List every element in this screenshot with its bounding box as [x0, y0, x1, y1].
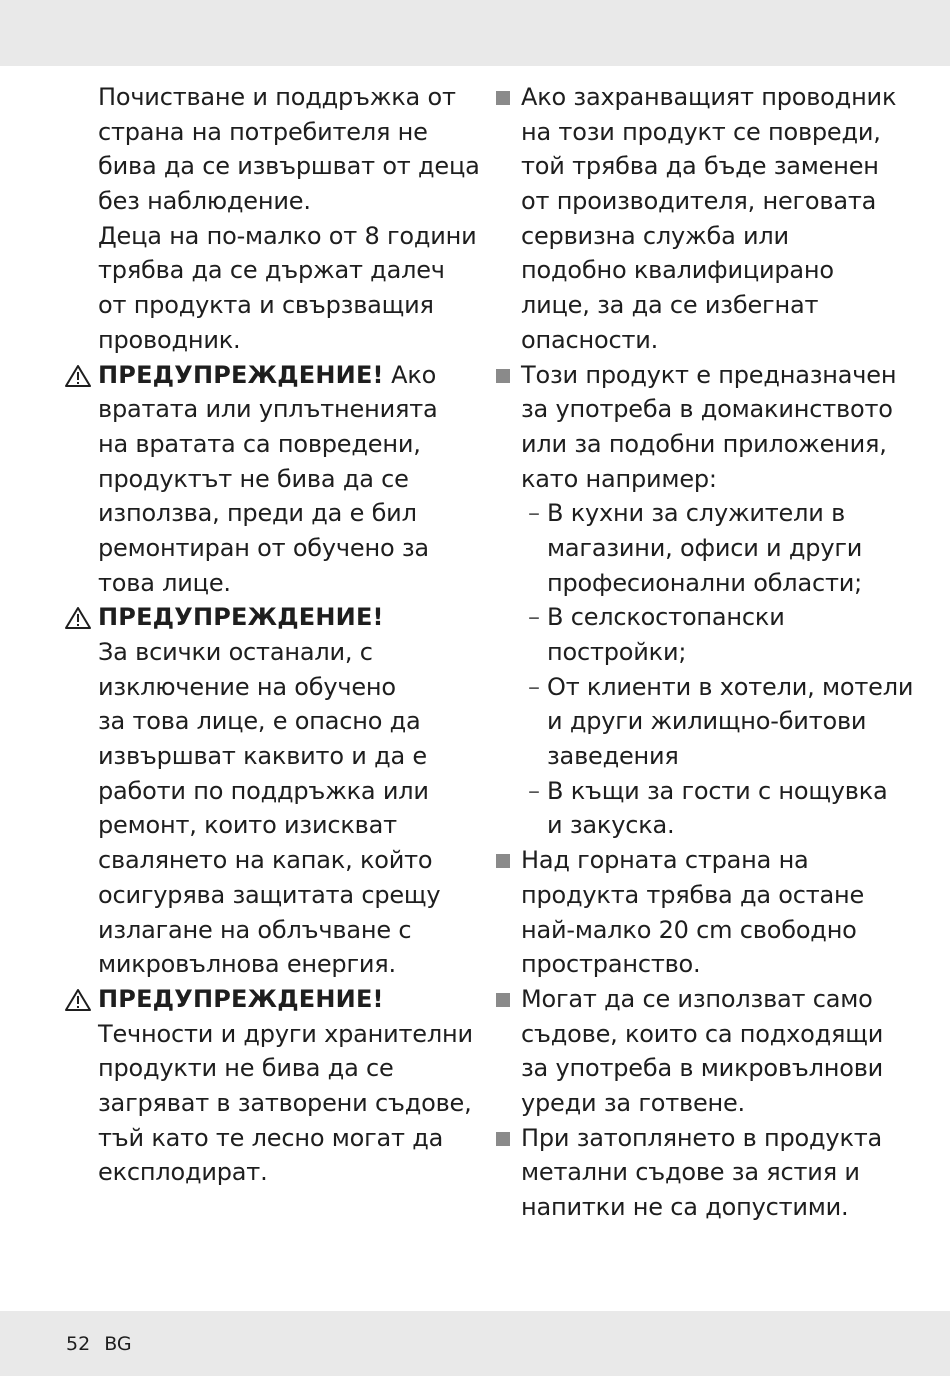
text-line: от производителя, неговата	[521, 187, 877, 216]
square-bullet-icon	[496, 854, 510, 868]
text-line: Над горната страна на	[521, 846, 809, 875]
left-column	[98, 80, 478, 1190]
text-line: сервизна служба или	[521, 221, 789, 250]
text-line: използва, преди да е бил	[98, 499, 417, 528]
text-line: подобно квалифицирано	[521, 256, 834, 285]
square-bullet-icon	[496, 1132, 510, 1146]
square-bullet-icon	[496, 91, 510, 105]
warning-title: ПРЕДУПРЕЖДЕНИЕ!	[98, 984, 384, 1013]
text-line: напитки не са допустими.	[521, 1193, 849, 1221]
warning-heading	[98, 600, 478, 635]
bullet-item	[494, 80, 924, 358]
text-line: на този продукт се повреди,	[521, 117, 881, 146]
page-footer	[66, 1334, 146, 1354]
warning-block	[98, 600, 478, 982]
text-line: Течности и други хранителни	[98, 1019, 473, 1048]
text-line: ремонт, които изискват	[98, 811, 397, 840]
dash-bullet-icon: –	[528, 672, 540, 701]
dash-bullet-icon: –	[528, 776, 540, 805]
dash-bullet-icon: –	[528, 603, 540, 632]
text-line: и закуска.	[547, 811, 675, 840]
square-bullet-icon	[496, 369, 510, 383]
warning-text: Ако	[383, 360, 437, 389]
warning-title: ПРЕДУПРЕЖДЕНИЕ!	[98, 360, 384, 389]
text-line: на вратата са повредени,	[98, 429, 421, 458]
bullet-item	[494, 358, 924, 497]
text-line: продукта трябва да остане	[521, 880, 865, 909]
text-line: Почистване и поддръжка от	[98, 83, 456, 111]
text-line: продуктът не бива да се	[98, 464, 409, 493]
warning-triangle-icon	[64, 606, 92, 630]
text-line: продукти не бива да се	[98, 1054, 394, 1083]
text-line: уреди за готвене.	[521, 1088, 745, 1117]
text-line: проводник.	[98, 325, 241, 354]
text-line: свалянето на капак, който	[98, 846, 433, 875]
text-line: и други жилищно-битови	[547, 707, 867, 736]
text-line: работи по поддръжка или	[98, 776, 429, 805]
text-line: Този продукт е предназначен	[521, 360, 897, 389]
text-line: ремонтиран от обучено за	[98, 533, 429, 562]
text-line: страна на потребителя не	[98, 117, 428, 146]
text-line: съдове, които са подходящи	[521, 1019, 884, 1048]
text-line: микровълнова енергия.	[98, 950, 396, 979]
text-line: вратата или уплътненията	[98, 395, 438, 424]
text-line: за употреба в домакинството	[521, 395, 893, 424]
language-code: BG	[104, 1333, 132, 1355]
text-line: това лице.	[98, 568, 231, 597]
text-line: тъй като те лесно могат да	[98, 1123, 444, 1152]
text-line: извършват каквито и да е	[98, 742, 427, 771]
page-number: 52	[66, 1333, 91, 1355]
text-line: за това лице, е опасно да	[98, 707, 421, 736]
text-line: трябва да се държат далеч	[98, 256, 445, 285]
text-line: без наблюдение.	[98, 187, 311, 216]
text-line: В кухни за служители в	[547, 499, 846, 528]
text-line: постройки;	[547, 638, 687, 666]
text-line: бива да се извършват от деца	[98, 152, 480, 181]
text-line: заведения	[547, 742, 679, 771]
warning-block	[98, 982, 478, 1190]
warning-triangle-icon	[64, 988, 92, 1012]
text-line: Ако захранващият проводник	[521, 83, 897, 111]
text-line: За всички останали, с	[98, 638, 373, 666]
warning-triangle-icon	[64, 364, 92, 388]
text-line: от продукта и свързващия	[98, 291, 434, 320]
text-line: осигурява защитата срещу	[98, 880, 441, 909]
top-bar	[0, 0, 950, 66]
text-line: експлодират.	[98, 1158, 268, 1187]
warning-heading	[98, 358, 478, 393]
text-line: излагане на облъчване с	[98, 915, 412, 944]
warning-title: ПРЕДУПРЕЖДЕНИЕ!	[98, 603, 384, 632]
text-line: той трябва да бъде заменен	[521, 152, 879, 181]
text-line: или за подобни приложения,	[521, 429, 887, 458]
text-line: От клиенти в хотели, мотели	[547, 672, 914, 701]
text-line: Могат да се използват само	[521, 984, 873, 1013]
dash-bullet-icon: –	[528, 499, 540, 528]
text-line: професионални области;	[547, 568, 863, 597]
sub-list-item	[494, 670, 924, 774]
text-line: изключение на обучено	[98, 672, 396, 701]
text-line: загряват в затворени съдове,	[98, 1088, 472, 1117]
text-line: магазини, офиси и други	[547, 533, 863, 562]
text-line: В селскостопански	[547, 603, 785, 632]
text-line: лице, за да се избегнат	[521, 291, 819, 320]
warning-block	[98, 358, 478, 601]
text-line: метални съдове за ястия и	[521, 1158, 860, 1187]
text-line: като например:	[521, 464, 717, 493]
text-line: най-малко 20 cm свободно	[521, 915, 857, 944]
text-line: При затоплянето в продукта	[521, 1123, 883, 1152]
sub-list-item	[494, 774, 924, 843]
text-line: Деца на по-малко от 8 години	[98, 221, 477, 250]
sub-list-item	[494, 600, 924, 669]
warning-heading	[98, 982, 478, 1017]
text-line: В къщи за гости с нощувка	[547, 776, 888, 805]
text-line: пространство.	[521, 950, 701, 979]
bullet-item	[494, 1121, 924, 1225]
intro-paragraph	[98, 80, 478, 358]
square-bullet-icon	[496, 993, 510, 1007]
right-column	[494, 80, 924, 1225]
sub-list-item	[494, 496, 924, 600]
text-line: за употреба в микровълнови	[521, 1054, 884, 1083]
bullet-item	[494, 843, 924, 982]
text-line: опасности.	[521, 325, 659, 354]
bullet-item	[494, 982, 924, 1121]
